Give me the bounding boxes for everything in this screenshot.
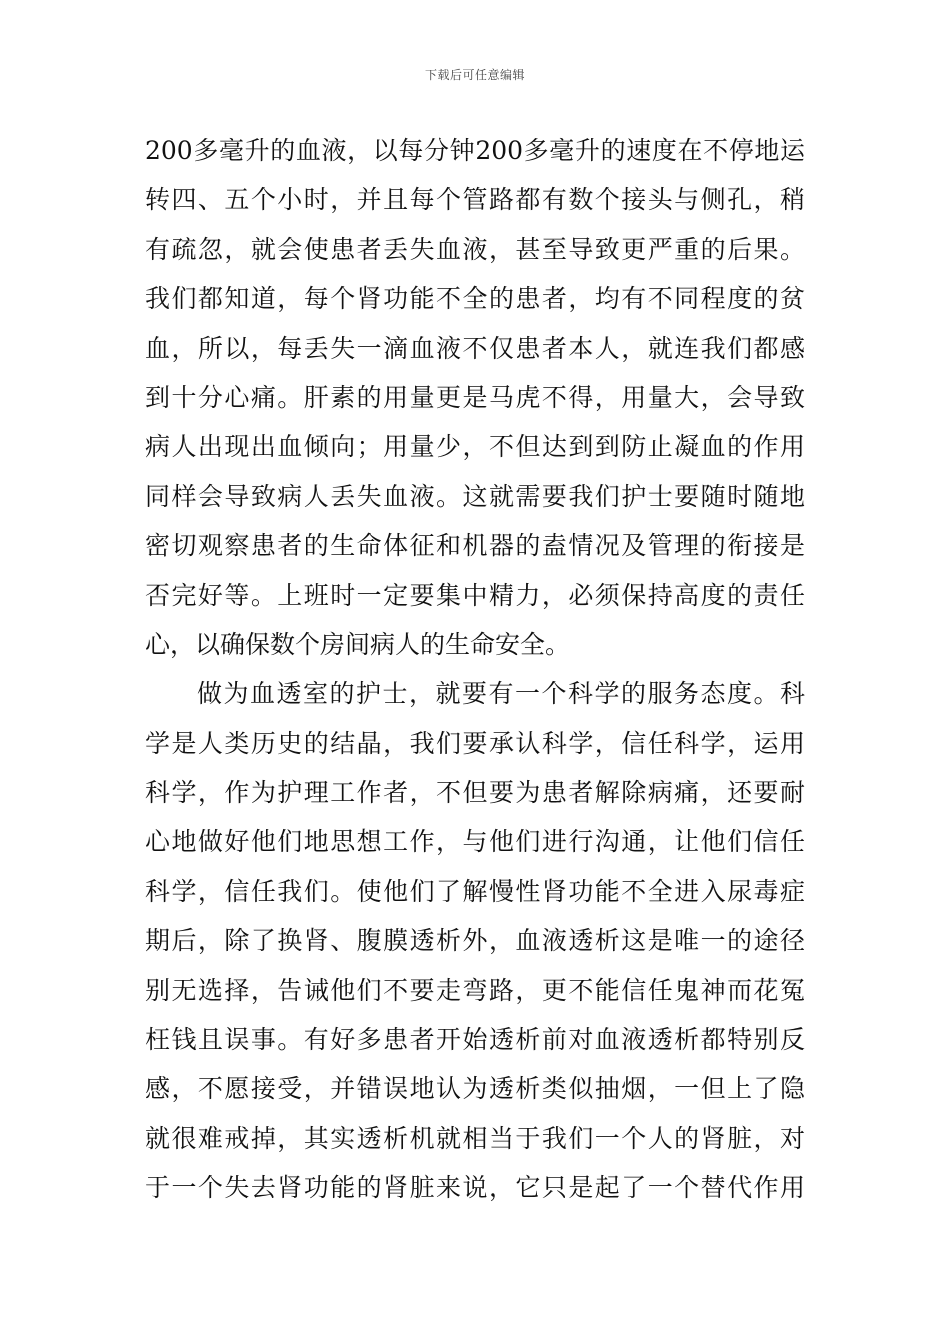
text-line: 心地做好他们地思想工作，与他们进行沟通，让他们信任 [145,827,805,857]
text-line: 别无选择，告诫他们不要走弯路，更不能信任鬼神而花冤 [145,975,805,1005]
text-line: 200多毫升的血液，以每分钟200多毫升的速度在不停地运 [145,136,805,165]
text-line: 我们都知道，每个肾功能不全的患者，均有不同程度的贫 [145,284,805,314]
page-header: 下载后可任意编辑 [424,68,525,82]
text-line: 科学，作为护理工作者，不但要为患者解除病痛，还要耐 [145,778,805,808]
text-line: 感，不愿接受，并错误地认为透析类似抽烟，一但上了隐 [145,1074,805,1104]
text-line: 有疏忽，就会使患者丢失血液，甚至导致更严重的后果。 [145,234,805,264]
text-line: 枉钱且误事。有好多患者开始透析前对血液透析都特别反 [145,1025,805,1055]
text-line: 于一个失去肾功能的肾脏来说，它只是起了一个替代作用 [145,1173,805,1203]
text-line: 学是人类历史的结晶，我们要承认科学，信任科学，运用 [145,728,805,758]
text-line: 转四、五个小时，并且每个管路都有数个接头与侧孔，稍 [145,185,805,215]
text-line: 病人出现出血倾向；用量少，不但达到到防止凝血的作用 [145,432,805,462]
text-line-paragraph-start: 做为血透室的护士，就要有一个科学的服务态度。科 [197,679,805,709]
text-line: 心，以确保数个房间病人的生命安全。 [145,629,571,659]
text-line: 同样会导致病人丢失血液。这就需要我们护士要随时随地 [145,481,805,511]
text-line: 密切观察患者的生命体征和机器的盍情况及管理的衔接是 [145,531,805,561]
text-line: 期后，除了换肾、腹膜透析外，血液透析这是唯一的途径 [145,926,805,956]
body-text [145,126,805,1213]
text-line: 血，所以，每丢失一滴血液不仅患者本人，就连我们都感 [145,333,805,363]
text-line: 到十分心痛。肝素的用量更是马虎不得，用量大，会导致 [145,382,805,412]
text-line: 否完好等。上班时一定要集中精力，必须保持高度的责任 [145,580,805,610]
text-line: 就很难戒掉，其实透析机就相当于我们一个人的肾脏，对 [145,1123,805,1153]
text-line: 科学，信任我们。使他们了解慢性肾功能不全进入尿毒症 [145,876,805,906]
